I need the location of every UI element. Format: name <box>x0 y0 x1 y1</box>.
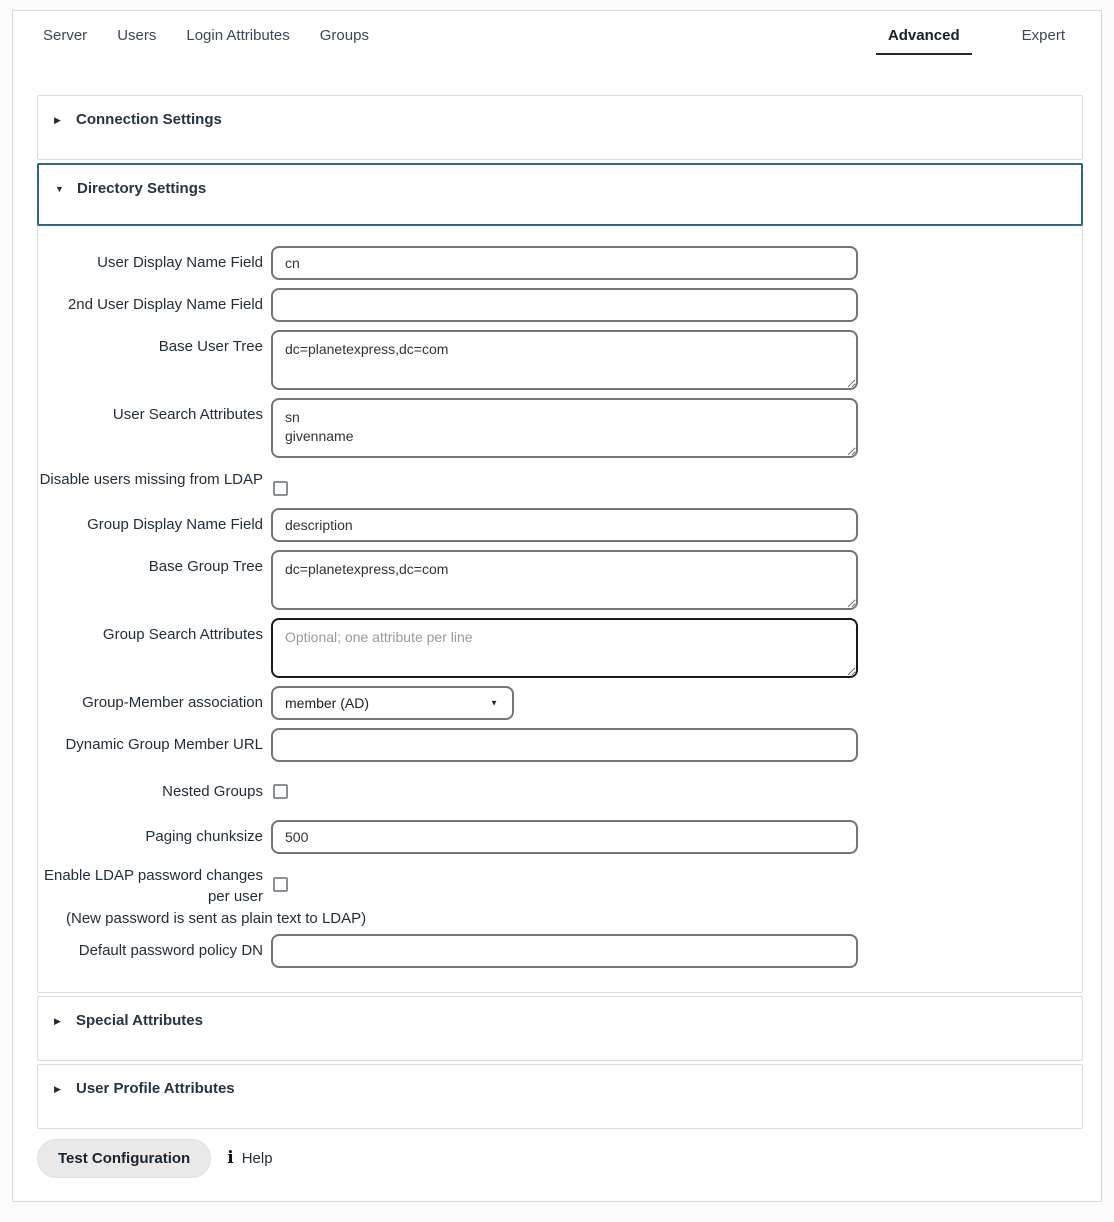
dropdown-arrow-icon: ▼ <box>490 698 498 708</box>
section-title: User Profile Attributes <box>76 1080 235 1098</box>
directory-settings-form <box>38 226 1082 992</box>
form-row <box>38 686 1082 720</box>
section-user-profile-attributes-header[interactable] <box>38 1065 1082 1128</box>
ldap-settings-panel <box>12 10 1102 1202</box>
form-row <box>38 782 1082 802</box>
form-row <box>38 728 1082 762</box>
section-connection-settings-header[interactable] <box>38 96 1082 159</box>
user-display-name-label: User Display Name Field <box>97 254 263 271</box>
section-connection-settings <box>37 95 1083 160</box>
help-label: Help <box>241 1150 273 1168</box>
section-title: Special Attributes <box>76 1012 203 1030</box>
base-user-tree-textarea[interactable] <box>271 330 858 390</box>
user-search-attributes-textarea[interactable] <box>271 398 858 458</box>
mode-tabs <box>876 27 1077 55</box>
default-password-policy-dn-label: Default password policy DN <box>78 942 263 960</box>
disable-missing-users-label: Disable users missing from LDAP <box>39 471 263 488</box>
group-member-association-select[interactable] <box>271 686 514 720</box>
footer-actions <box>37 1139 1083 1178</box>
tab-advanced[interactable]: Advanced <box>876 27 972 55</box>
second-user-display-name-input[interactable] <box>271 288 858 322</box>
tab-users[interactable]: Users <box>117 27 157 44</box>
default-password-policy-dn-input[interactable] <box>271 934 858 968</box>
tab-groups[interactable]: Groups <box>319 27 369 44</box>
base-group-tree-label: Base Group Tree <box>148 558 263 575</box>
info-icon: i <box>227 1148 234 1169</box>
tab-server[interactable]: Server <box>43 27 88 44</box>
group-search-attributes-textarea[interactable] <box>271 618 858 678</box>
user-search-attributes-label: User Search Attributes <box>112 406 263 423</box>
password-plain-text-note: (New password is sent as plain text to LDAP) <box>66 909 367 927</box>
group-display-name-input[interactable] <box>271 508 858 542</box>
tab-login-attributes[interactable]: Login Attributes <box>186 27 290 44</box>
section-directory-settings-header[interactable] <box>37 163 1083 226</box>
chevron-right-icon: ▶ <box>54 115 61 125</box>
user-display-name-input[interactable] <box>271 246 858 280</box>
paging-chunksize-label: Paging chunksize <box>145 828 263 846</box>
form-row <box>38 288 1082 322</box>
section-user-profile-attributes <box>37 1064 1083 1129</box>
form-row <box>38 246 1082 280</box>
dynamic-group-member-url-input[interactable] <box>271 728 858 762</box>
form-row <box>38 866 1082 907</box>
form-row <box>38 508 1082 542</box>
nested-groups-checkbox[interactable] <box>273 784 288 799</box>
form-row <box>38 820 1082 854</box>
test-configuration-button[interactable]: Test Configuration <box>37 1139 211 1178</box>
tab-expert[interactable]: Expert <box>1021 27 1065 44</box>
enable-ldap-password-changes-checkbox[interactable] <box>273 877 288 892</box>
base-group-tree-textarea[interactable] <box>271 550 858 610</box>
tab-bar <box>37 25 1083 55</box>
section-title: Directory Settings <box>77 180 207 197</box>
section-title: Connection Settings <box>76 111 222 128</box>
chevron-down-icon: ▼ <box>55 184 64 194</box>
group-search-attributes-label: Group Search Attributes <box>102 626 263 643</box>
help-link[interactable] <box>227 1150 272 1167</box>
form-row <box>38 618 1082 678</box>
group-member-association-label: Group-Member association <box>82 694 263 711</box>
chevron-right-icon: ▶ <box>54 1084 61 1095</box>
section-special-attributes <box>37 996 1083 1061</box>
form-row <box>38 398 1082 458</box>
section-directory-settings <box>37 163 1083 993</box>
second-user-display-name-label: 2nd User Display Name Field <box>67 296 263 313</box>
paging-chunksize-input[interactable] <box>271 820 858 854</box>
section-special-attributes-header[interactable] <box>38 997 1082 1060</box>
base-user-tree-label: Base User Tree <box>158 338 263 355</box>
nested-groups-label: Nested Groups <box>162 783 263 800</box>
group-display-name-label: Group Display Name Field <box>87 516 263 533</box>
enable-ldap-password-changes-label: Enable LDAP password changes per user <box>43 867 263 905</box>
chevron-right-icon: ▶ <box>54 1016 61 1027</box>
dynamic-group-member-url-label: Dynamic Group Member URL <box>65 736 263 753</box>
form-row <box>38 550 1082 610</box>
wizard-tabs <box>43 27 369 44</box>
disable-missing-users-checkbox[interactable] <box>273 481 288 496</box>
form-row <box>38 330 1082 390</box>
form-row <box>38 934 1082 968</box>
form-row <box>38 470 1082 496</box>
